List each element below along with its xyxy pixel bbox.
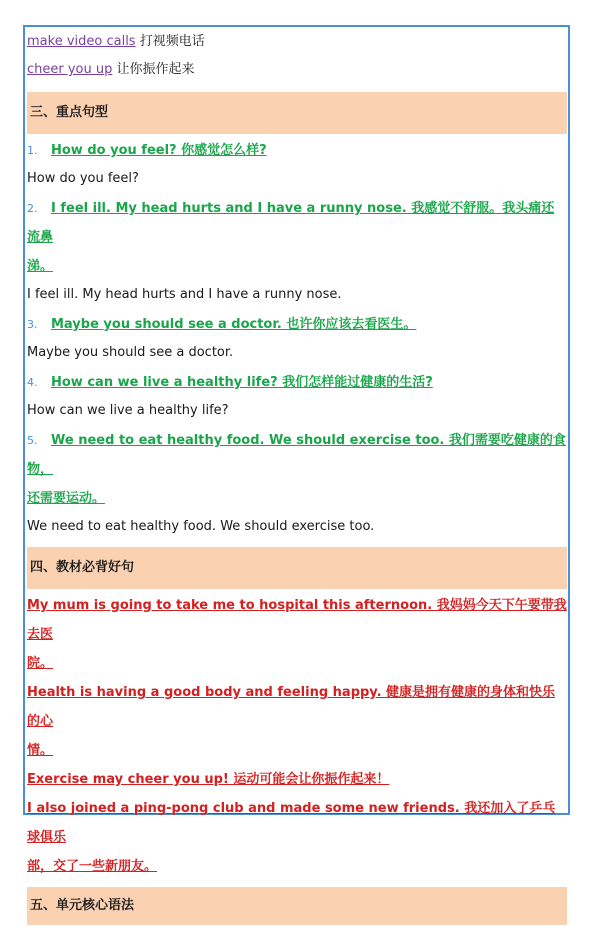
pattern-question-cont: 涕。	[27, 259, 54, 274]
vocab-english: cheer you up	[27, 62, 113, 77]
pattern-text: I feel ill. My head hurts and I have a runny nose. 我感觉不舒服。我头痛还流鼻	[27, 201, 555, 245]
vocab-english: make video calls	[27, 34, 136, 49]
good-sentence: My mum is going to take me to hospital this afternoon. 我妈妈今天下午要带我去医	[27, 598, 567, 642]
good-sentence-cont: 部，交了一些新朋友。	[27, 859, 158, 874]
pattern-number: 3.	[27, 318, 38, 331]
pattern-text: Maybe you should see a doctor. 也许你应该去看医生。	[51, 317, 417, 332]
pattern-text: We need to eat healthy food. We should exercise too. 我们需要吃健康的食物，	[27, 433, 566, 477]
good-sentence-cont: 情。	[27, 743, 54, 758]
pattern-question	[27, 426, 567, 484]
pattern-item	[27, 426, 567, 541]
pattern-item	[27, 194, 567, 309]
vocab-item	[27, 28, 567, 56]
pattern-answer: We need to eat healthy food. We should exercise too.	[27, 519, 375, 534]
document-content	[27, 28, 567, 927]
vocab-item	[27, 56, 567, 84]
good-sentence: I also joined a ping-pong club and made some new friends. 我还加入了乒乓球俱乐	[27, 801, 556, 845]
pattern-number: 2.	[27, 202, 38, 215]
pattern-answer: Maybe you should see a doctor.	[27, 345, 234, 360]
pattern-question	[27, 310, 567, 339]
section-heading: 四、教材必背好句	[27, 547, 567, 589]
pattern-item	[27, 310, 567, 367]
pattern-question-cont: 还需要运动。	[27, 491, 106, 506]
pattern-number: 5.	[27, 434, 38, 447]
pattern-question	[27, 194, 567, 252]
pattern-text: How do you feel? 你感觉怎么样?	[51, 143, 267, 158]
vocab-chinese: 让你振作起来	[116, 62, 195, 77]
vocab-chinese: 打视频电话	[139, 34, 205, 49]
pattern-text: How can we live a healthy life? 我们怎样能过健康的生活?	[51, 375, 433, 390]
pattern-answer: I feel ill. My head hurts and I have a runny nose.	[27, 287, 342, 302]
good-sentence: Health is having a good body and feeling happy. 健康是拥有健康的身体和快乐的心	[27, 685, 556, 729]
pattern-question	[27, 368, 567, 397]
section-heading: 五、单元核心语法	[27, 887, 567, 925]
pattern-number: 4.	[27, 376, 38, 389]
pattern-item	[27, 136, 567, 193]
pattern-question	[27, 136, 567, 165]
good-sentence: Exercise may cheer you up! 运动可能会让你振作起来！	[27, 772, 390, 787]
pattern-answer: How can we live a healthy life?	[27, 403, 229, 418]
good-sentence-cont: 院。	[27, 656, 54, 671]
pattern-number: 1.	[27, 144, 38, 157]
pattern-answer: How do you feel?	[27, 171, 139, 186]
pattern-item	[27, 368, 567, 425]
section-heading: 三、重点句型	[27, 92, 567, 134]
